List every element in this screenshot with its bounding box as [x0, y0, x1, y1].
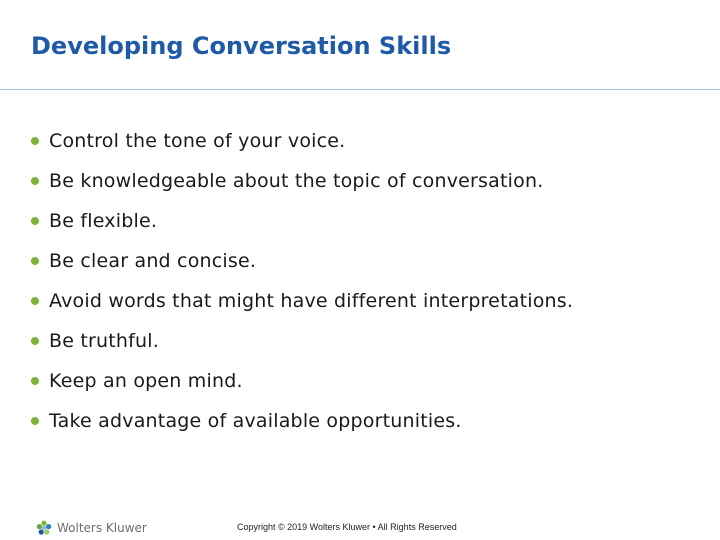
bullet-text: Take advantage of available opportunities. — [49, 410, 462, 432]
bullet-item — [28, 281, 573, 321]
bullet-text: Keep an open mind. — [49, 370, 243, 392]
slide-title: Developing Conversation Skills — [31, 32, 452, 60]
wolters-kluwer-logo — [35, 519, 147, 537]
bullet-dot-icon — [31, 217, 39, 225]
bullet-item — [28, 241, 573, 281]
bullet-text: Avoid words that might have different interpretations. — [49, 290, 574, 312]
bullet-item — [28, 121, 573, 161]
title-divider — [0, 89, 720, 90]
bullet-dot-icon — [31, 257, 39, 265]
bullet-text: Be flexible. — [49, 210, 158, 232]
wolters-kluwer-globe-icon — [35, 519, 53, 537]
bullet-item — [28, 401, 573, 441]
bullet-list — [28, 121, 573, 441]
bullet-item — [28, 161, 573, 201]
bullet-dot-icon — [31, 417, 39, 425]
bullet-item — [28, 201, 573, 241]
bullet-dot-icon — [31, 137, 39, 145]
bullet-dot-icon — [31, 177, 39, 185]
bullet-item — [28, 321, 573, 361]
bullet-text: Be knowledgeable about the topic of conversation. — [49, 170, 544, 192]
bullet-dot-icon — [31, 337, 39, 345]
bullet-text: Be truthful. — [49, 330, 160, 352]
bullet-item — [28, 361, 573, 401]
copyright-text: Copyright © 2019 Wolters Kluwer • All Rights Reserved — [237, 522, 457, 532]
bullet-dot-icon — [31, 297, 39, 305]
bullet-text: Be clear and concise. — [49, 250, 257, 272]
bullet-dot-icon — [31, 377, 39, 385]
logo-text: Wolters Kluwer — [57, 521, 147, 535]
bullet-text: Control the tone of your voice. — [49, 130, 346, 152]
